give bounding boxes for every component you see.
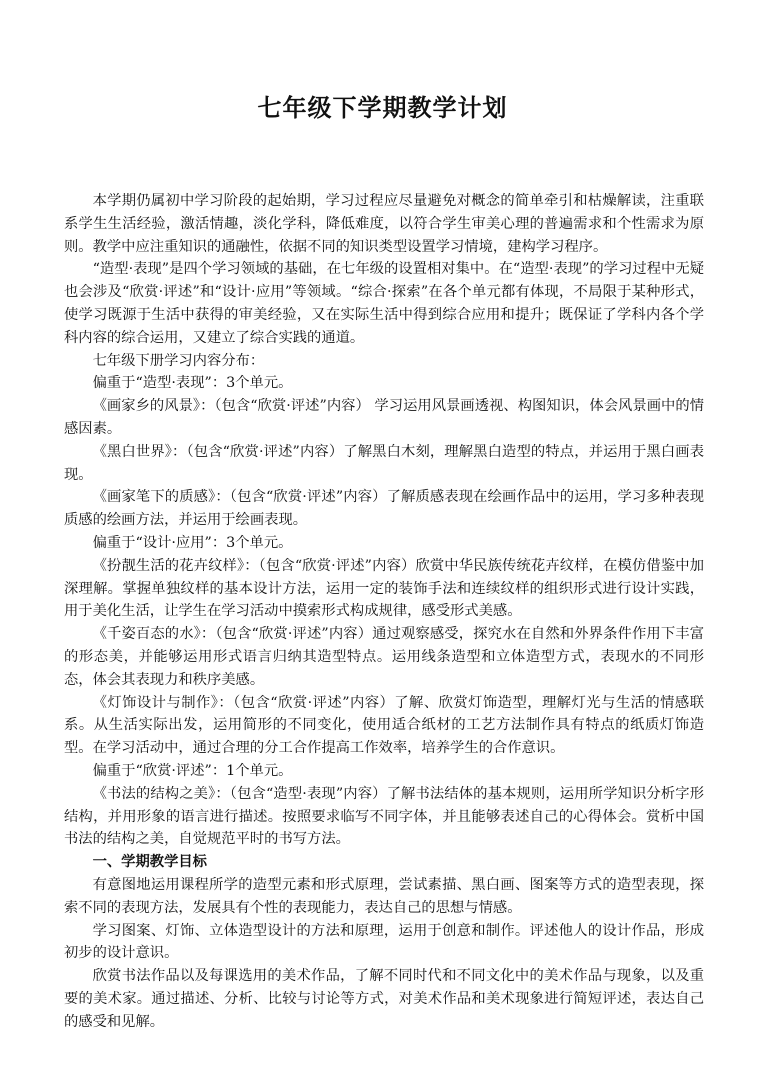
paragraph: 学习图案、灯饰、立体造型设计的方法和原理，运用于创意和制作。评述他人的设计作品，形成初步的设计意识。 xyxy=(64,922,704,962)
document-title: 七年级下学期教学计划 xyxy=(257,94,508,122)
paragraph: 《书法的结构之美》：（包含“造型·表现”内容）了解书法结体的基本规则，运用所学知识分析字形结构，并用形象的语言进行描述。按照要求临写不同字体，并且能够表述自己的心得体会。赏析中国书法的结构之美，自觉规范平时的书写方法。 xyxy=(64,785,704,848)
paragraph: 偏重于“设计·应用”：3个单元。 xyxy=(92,534,293,551)
paragraph: 本学期仍属初中学习阶段的起始期，学习过程应尽量避免对概念的简单牵引和枯燥解读，注重联系学生生活经验，激活情趣，淡化学科，降低难度，以符合学生审美心理的普遍需求和个性需求为原则。教学中应注重知识的通融性，依据不同的知识类型设置学习情境，建构学习程序。 xyxy=(64,193,704,255)
paragraph: 《黑白世界》：（包含“欣赏·评述”内容）了解黑白木刻，理解黑白造型的特点，并运用于黑白画表现。 xyxy=(64,443,704,483)
paragraph: 有意图地运用课程所学的造型元素和形式原理，尝试素描、黑白画、图案等方式的造型表现，探索不同的表现方法，发展具有个性的表现能力，表达自己的思想与情感。 xyxy=(64,876,704,916)
paragraph: 偏重于“造型·表现”：3个单元。 xyxy=(92,375,293,392)
paragraph: 欣赏书法作品以及每课选用的美术作品，了解不同时代和不同文化中的美术作品与现象，以及重要的美术家。通过描述、分析、比较与讨论等方式，对美术作品和美术现象进行简短评述，表达自己的感受和见解。 xyxy=(64,968,704,1030)
paragraph: “造型·表现”是四个学习领域的基础，在七年级的设置相对集中。在“造型·表现”的学习过程中无疑也会涉及“欣赏·评述”和“设计·应用”等领域。“综合·探索”在各个单元都有体现，不局限于某种形式，使学习既源于生活中获得的审美经验，又在实际生活中得到综合应用和提升；既保证了学科内各个学科内容的综合运用，又建立了综合实践的通道。 xyxy=(64,261,704,346)
paragraph: 七年级下册学习内容分布： xyxy=(92,352,265,369)
paragraph: 《灯饰设计与制作》：（包含“欣赏·评述”内容）了解、欣赏灯饰造型，理解灯光与生活的情感联系。从生活实际出发，运用简形的不同变化，使用适合纸材的工艺方法制作具有特点的纸质灯饰造型。在学习活动中，通过合理的分工合作提高工作效率，培养学生的合作意识。 xyxy=(64,694,704,757)
paragraph: 偏重于“欣赏·评述”：1个单元。 xyxy=(92,762,293,779)
paragraph: 《画家乡的风景》：（包含“欣赏·评述”内容） 学习运用风景画透视、构图知识，体会风景画中的情感因素。 xyxy=(64,398,704,437)
document-body xyxy=(64,190,704,1033)
paragraph: 《画家笔下的质感》：（包含“欣赏·评述”内容）了解质感表现在绘画作品中的运用，学习多种表现质感的绘画方法，并运用于绘画表现。 xyxy=(64,489,704,529)
paragraph: 《扮靓生活的花卉纹样》：（包含“欣赏·评述”内容）欣赏中华民族传统花卉纹样，在模仿借鉴中加深理解。掌握单独纹样的基本设计方法，运用一定的装饰手法和连续纹样的组织形式进行设计实践，用于美化生活，让学生在学习活动中摸索形式构成规律，感受形式美感。 xyxy=(64,557,704,620)
section-heading: 一、学期教学目标 xyxy=(92,854,207,871)
paragraph: 《千姿百态的水》：（包含“欣赏·评述”内容）通过观察感受，探究水在自然和外界条件作用下丰富的形态美，并能够运用形式语言归纳其造型特点。运用线条造型和立体造型方式，表现水的不同形态，体会其表现力和秩序美感。 xyxy=(64,626,704,688)
